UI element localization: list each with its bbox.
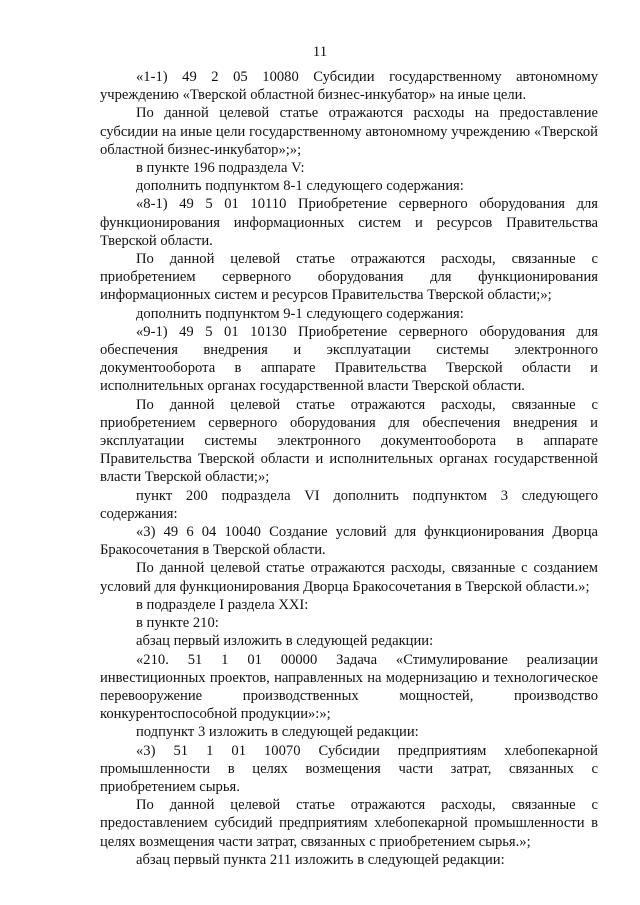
paragraph-3-description: По данной целевой статье отражаются расходы, связанные с созданием условий для функционирования Дворца Бракосочетания в Тверской области.»; bbox=[100, 560, 598, 595]
paragraph-210-task: «210. 51 1 01 00000 Задача «Стимулирование реализации инвестиционных проектов, направленных на модернизацию и технологическое перевооружение производственных мощностей, производство конкурентоспособной продукции»:»; bbox=[100, 651, 598, 723]
paragraph-section-xxi: в подразделе I раздела XXI: bbox=[136, 596, 309, 613]
paragraph-9-1-description: По данной целевой статье отражаются расходы, связанные с приобретением серверного оборудования для обеспечения внедрения и эксплуатации системы электронного документооборота в аппарате Правительства Тверской области и исполнительных органах государственной власти Тверской области;»; bbox=[100, 396, 598, 486]
document-body bbox=[100, 68, 598, 869]
paragraph-3-bakery-subsidy: «3) 51 1 01 10070 Субсидии предприятиям хлебопекарной промышленности в целях возмещения части затрат, связанных с приобретением сырья. bbox=[100, 742, 598, 795]
page-number: 11 bbox=[312, 44, 328, 60]
paragraph-item-196: в пункте 196 подраздела V: bbox=[136, 160, 305, 177]
paragraph-item-200: пункт 200 подраздела VI дополнить подпунктом 3 следующего содержания: bbox=[100, 487, 598, 522]
paragraph-item-211: абзац первый пункта 211 изложить в следующей редакции: bbox=[136, 851, 505, 868]
paragraph-8-1-description: По данной целевой статье отражаются расходы, связанные с приобретением серверного оборудования для функционирования информационных систем и ресурсов Правительства Тверской области;»; bbox=[100, 251, 598, 304]
paragraph-item-210: в пункте 210: bbox=[136, 615, 219, 632]
paragraph-9-1-edms-equipment: «9-1) 49 5 01 10130 Приобретение серверного оборудования для обеспечения внедрения и эксплуатации системы электронного документооборота в аппарате Правительства Тверской области и исполнительных органах государственной власти Тверской области. bbox=[100, 323, 598, 395]
paragraph-subitem-3-edit: подпункт 3 изложить в следующей редакции: bbox=[136, 724, 419, 741]
paragraph-3-bakery-description: По данной целевой статье отражаются расходы, связанные с предоставлением субсидий предприятиям хлебопекарной промышленности в целях возмещения части затрат, связанных с приобретением сырья.»; bbox=[100, 797, 598, 850]
paragraph-subsidy-description: По данной целевой статье отражаются расходы на предоставление субсидии на иные цели государственному автономному учреждению «Тверской областной бизнес-инкубатор»;»; bbox=[100, 105, 598, 158]
paragraph-add-9-1: дополнить подпунктом 9-1 следующего содержания: bbox=[136, 305, 464, 322]
paragraph-subsidy-business-incubator: «1-1) 49 2 05 10080 Субсидии государственному автономному учреждению «Тверской областной бизнес-инкубатор» на иные цели. bbox=[100, 69, 598, 104]
paragraph-add-8-1: дополнить подпунктом 8-1 следующего содержания: bbox=[136, 178, 464, 195]
paragraph-3-wedding-palace: «3) 49 6 04 10040 Создание условий для функционирования Дворца Бракосочетания в Тверской области. bbox=[100, 524, 598, 559]
paragraph-8-1-server-equipment: «8-1) 49 5 01 10110 Приобретение серверного оборудования для функционирования информационных систем и ресурсов Правительства Тверской области. bbox=[100, 196, 598, 249]
paragraph-first-abzac: абзац первый изложить в следующей редакции: bbox=[136, 633, 434, 650]
